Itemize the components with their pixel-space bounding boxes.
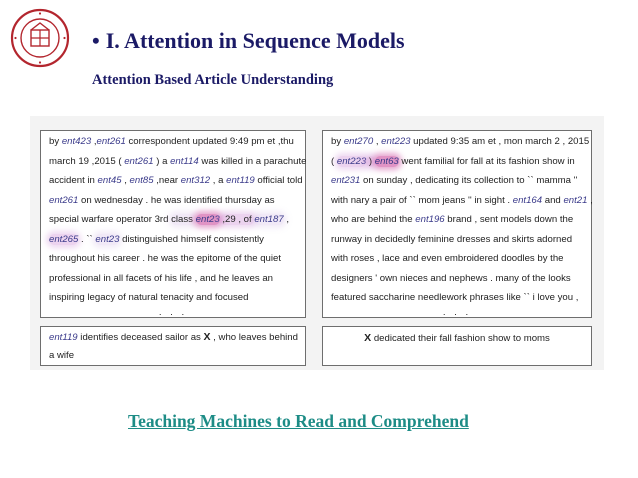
text-line	[331, 249, 583, 269]
bullet-icon: •	[92, 28, 100, 53]
text-line	[331, 288, 583, 308]
attended-text: class	[171, 214, 196, 225]
text-segment: updated 9:35 am et , mon march 2 , 2015	[410, 136, 590, 147]
text-segment: inspiring legacy of natural tenacity and focused	[49, 292, 249, 303]
text-line	[331, 329, 583, 348]
text-segment: correspondent updated 9:49 pm et ,thu	[125, 136, 294, 147]
text-line	[49, 171, 303, 191]
attended-entity: ent265	[49, 233, 79, 245]
entity-token: ent45	[97, 175, 122, 186]
left-article-panel	[40, 130, 306, 318]
text-line	[331, 152, 583, 172]
entity-token: ent423	[61, 136, 92, 147]
entity-token: ent261	[124, 155, 154, 167]
text-segment: with nary a pair of `` mom jeans '' in sight .	[331, 194, 513, 206]
text-segment: throughout his career . he was the epitome of the quiet	[49, 253, 281, 264]
entity-token: ent231	[331, 175, 361, 186]
text-segment: ,	[121, 175, 130, 186]
attention-figure	[30, 116, 604, 370]
text-line	[49, 191, 297, 211]
text-line	[49, 132, 297, 152]
text-segment: accident in	[49, 175, 98, 186]
attended-entity: ent23	[95, 233, 120, 245]
text-segment: a wife	[49, 350, 75, 361]
text-segment: who are behind the	[331, 214, 416, 225]
entity-token: ent196	[415, 214, 445, 225]
slide-title	[92, 28, 405, 54]
text-line	[49, 230, 297, 250]
text-line	[49, 210, 297, 230]
entity-token: ent270	[343, 136, 374, 147]
text-line	[331, 230, 583, 250]
answer-placeholder: X	[364, 332, 372, 344]
entity-token: ent85	[129, 175, 154, 186]
entity-token: ent261	[49, 194, 79, 206]
text-segment: official told	[254, 175, 303, 186]
attended-text: ,29 , of	[219, 214, 255, 225]
text-segment: march 19 ,2015 (	[49, 155, 125, 167]
text-segment: ) a	[153, 155, 171, 167]
text-segment: was killed in a parachute	[198, 155, 307, 167]
text-segment: special warfare operator 3rd	[49, 214, 172, 225]
left-query-panel	[40, 326, 306, 366]
text-segment: brand , sent models down the	[444, 214, 574, 225]
text-segment: ,	[91, 136, 97, 147]
text-segment: ,	[283, 214, 290, 225]
text-segment: . ``	[78, 233, 96, 245]
text-segment: ,near	[153, 175, 181, 186]
text-segment: runway in decidedly feminine dresses and skirts adorned	[331, 233, 573, 245]
entity-token: ent312	[180, 175, 211, 186]
text-segment: with roses , lace and even embroidered doodles by the	[331, 253, 564, 264]
text-segment: ,	[373, 136, 382, 147]
text-line	[331, 132, 590, 152]
entity-token: ent261	[96, 136, 126, 147]
entity-token: ent21	[563, 194, 588, 206]
text-segment: , who leaves behind	[210, 332, 298, 343]
slide-title-text: I. Attention in Sequence Models	[105, 28, 405, 53]
entity-token: ent164	[512, 194, 543, 206]
text-segment: went familial for fall at its fashion show in	[398, 155, 575, 167]
text-segment: designers ' own nieces and nephews . many of the looks	[331, 272, 571, 284]
ellipsis: . . .	[158, 306, 188, 318]
entity-token: ent119	[226, 175, 255, 186]
text-segment: by	[49, 136, 62, 147]
text-segment: professional in all facets of his life , and he leaves an	[49, 272, 273, 284]
text-line	[331, 171, 583, 191]
text-segment: ,	[587, 194, 593, 206]
text-segment: (	[331, 155, 337, 167]
text-line	[49, 249, 297, 269]
text-line	[49, 152, 307, 172]
text-line	[49, 347, 297, 365]
slide-subtitle: Attention Based Article Understanding	[92, 72, 334, 88]
text-segment: by	[331, 136, 344, 147]
paper-link[interactable]: Teaching Machines to Read and Comprehend	[128, 411, 469, 431]
text-line	[49, 328, 297, 347]
text-segment: dedicated their fall fashion show to moms	[371, 333, 550, 344]
attended-entity: ent187	[254, 214, 284, 225]
attended-text: )	[366, 155, 375, 167]
right-article-panel	[322, 130, 592, 318]
text-line	[331, 210, 583, 230]
text-segment: identifies deceased sailor as	[77, 332, 204, 343]
university-seal-icon	[10, 8, 70, 68]
ellipsis: . . .	[442, 306, 472, 318]
text-segment: on wednesday . he was identified thursday as	[78, 194, 275, 206]
text-segment: distinguished himself consistently	[119, 233, 264, 245]
text-segment: on sunday , dedicating its collection to `` mamma ''	[360, 175, 578, 186]
text-line	[49, 269, 297, 289]
text-line	[331, 269, 583, 289]
entity-token: ent114	[170, 155, 199, 167]
text-segment: , a	[210, 175, 227, 186]
entity-token: ent119	[49, 332, 78, 343]
answer-placeholder: X	[203, 331, 211, 343]
text-line	[331, 191, 593, 211]
attended-entity: ent63	[374, 155, 399, 167]
right-query-panel	[322, 326, 592, 366]
text-segment: and	[542, 194, 564, 206]
text-segment: featured saccharine needlework phrases like `` i love you ,	[331, 292, 579, 303]
attended-entity: ent223	[336, 155, 367, 167]
entity-token: ent223	[381, 136, 411, 147]
text-line	[49, 288, 297, 308]
attended-entity: ent23	[195, 214, 220, 225]
